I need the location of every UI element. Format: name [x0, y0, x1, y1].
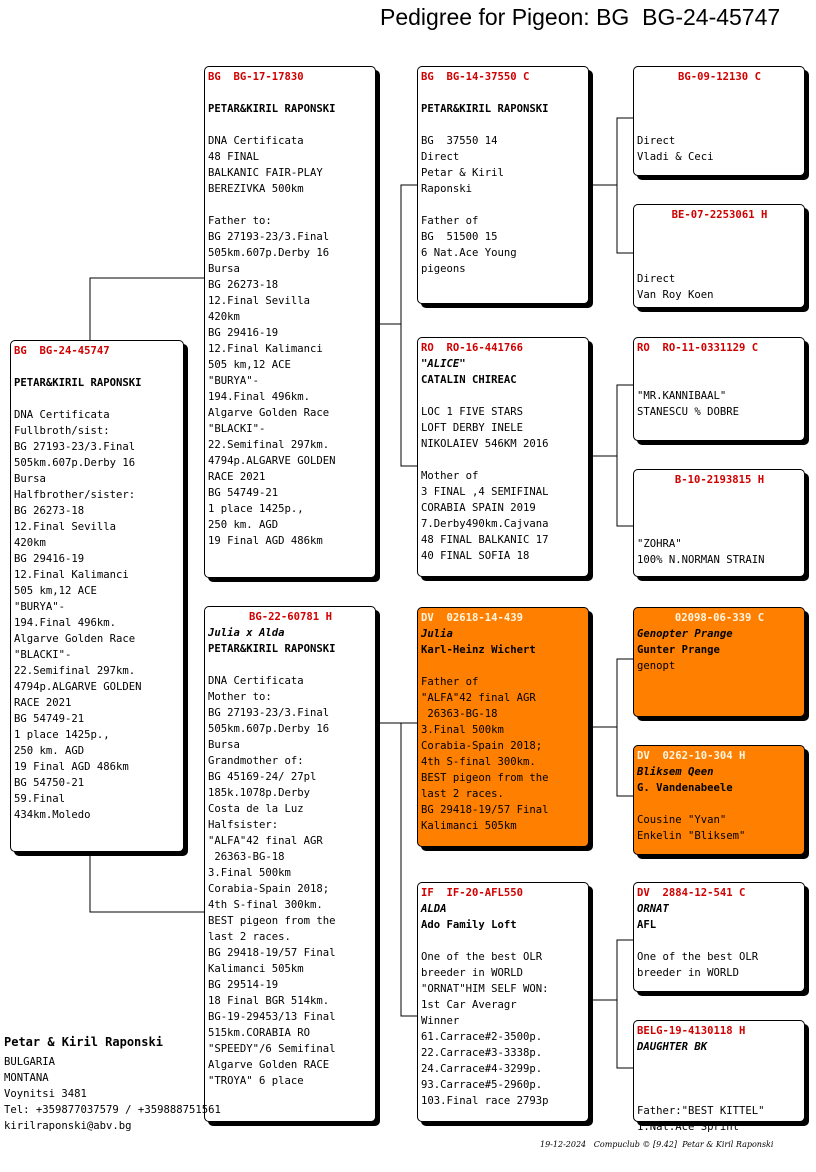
- pigeon-card-ddd[interactable]: [633, 1020, 805, 1133]
- detail-line: last 2 races.: [208, 931, 291, 943]
- detail-line: BG 29514-19: [208, 979, 279, 991]
- detail-line: BG 37550 14: [421, 135, 498, 147]
- detail-line: [421, 197, 586, 213]
- detail-line: [208, 197, 373, 213]
- owner-name: Karl-Heinz Wichert: [421, 644, 536, 656]
- pigeon-name: ALDA: [421, 903, 447, 915]
- detail-line: RACE 2021: [208, 471, 266, 483]
- page-title: Pedigree for Pigeon: BG BG-24-45747: [380, 4, 781, 30]
- detail-line: 12.Final Sevilla: [14, 521, 117, 533]
- detail-line: [637, 356, 802, 372]
- detail-line: "ZOHRA": [637, 538, 682, 550]
- detail-line: BALKANIC FAIR-PLAY: [208, 167, 323, 179]
- detail-line: 1 place 1425p.,: [208, 503, 304, 515]
- owner-name: AFL: [637, 919, 657, 931]
- detail-line: [14, 391, 181, 407]
- detail-line: 185k.1078p.Derby: [208, 787, 311, 799]
- detail-line: BG 51500 15: [421, 231, 498, 243]
- detail-line: Direct: [421, 151, 460, 163]
- print-info: 19-12-2024 Compuclub © [9.42] Petar & Kiril Raponski: [540, 1140, 774, 1149]
- detail-line: BG 54749-21: [14, 713, 85, 725]
- detail-line: 505km.607p.Derby 16: [208, 723, 330, 735]
- detail-line: 505km.607p.Derby 16: [208, 247, 330, 259]
- detail-line: [637, 933, 802, 949]
- detail-line: CORABIA SPAIN 2019: [421, 502, 536, 514]
- detail-line: 26363-BG-18: [421, 708, 498, 720]
- detail-line: "SPEEDY"/6 Semifinal: [208, 1043, 336, 1055]
- detail-line: BG 29416-19: [14, 553, 85, 565]
- detail-line: genopt: [637, 660, 676, 672]
- detail-line: 100% N.NORMAN STRAIN: [637, 554, 765, 566]
- pigeon-card-dsd[interactable]: [633, 745, 805, 855]
- detail-line: Algarve Golden Race: [208, 407, 330, 419]
- detail-line: Kalimanci 505km: [421, 820, 517, 832]
- detail-line: STANESCU % DOBRE: [637, 406, 740, 418]
- detail-line: BEST pigeon from the: [421, 772, 549, 784]
- detail-line: [421, 452, 586, 468]
- detail-line: Algarve Golden Race: [14, 633, 136, 645]
- pigeon-card-dss[interactable]: [633, 607, 805, 717]
- detail-line: 1.Nat.Ace Sprint: [637, 1121, 740, 1133]
- detail-line: Bursa: [14, 473, 46, 485]
- detail-line: 22.Semifinal 297km.: [208, 439, 330, 451]
- detail-line: last 2 races.: [421, 788, 504, 800]
- detail-line: 505km.607p.Derby 16: [14, 457, 136, 469]
- detail-line: BG 27193-23/3.Final: [208, 231, 330, 243]
- pigeon-name: DAUGHTER BK: [637, 1041, 708, 1053]
- detail-line: 12.Final Sevilla: [208, 295, 311, 307]
- detail-line: "BURYA"-: [14, 601, 66, 613]
- detail-line: 194.Final 496km.: [14, 617, 117, 629]
- detail-line: Bursa: [208, 263, 240, 275]
- detail-line: 48 FINAL: [208, 151, 260, 163]
- detail-line: BG 27193-23/3.Final: [14, 441, 136, 453]
- detail-line: [637, 255, 802, 271]
- detail-line: 40 FINAL SOFIA 18: [421, 550, 530, 562]
- detail-line: 22.Semifinal 297km.: [14, 665, 136, 677]
- detail-line: Cousine "Yvan": [637, 814, 727, 826]
- ring-number: DV 0262-10-304 H: [637, 750, 746, 762]
- detail-line: [637, 504, 802, 520]
- detail-line: Corabia-Spain 2018;: [208, 883, 330, 895]
- detail-line: 18 Final BGR 514km.: [208, 995, 330, 1007]
- detail-line: Halfbrother/sister:: [14, 489, 136, 501]
- detail-line: Direct: [637, 273, 676, 285]
- detail-line: Bursa: [208, 739, 240, 751]
- detail-line: 103.Final race 2793p: [421, 1095, 549, 1107]
- ring-number: 02098-06-339 C: [674, 612, 765, 624]
- pigeon-card-dam-sire[interactable]: [417, 607, 589, 847]
- detail-line: 434km.Moledo: [14, 809, 91, 821]
- pigeon-card-ssd[interactable]: [633, 204, 805, 308]
- detail-line: 3.Final 500km: [421, 724, 504, 736]
- detail-line: Costa de la Luz: [208, 803, 304, 815]
- detail-line: Halfsister:: [208, 819, 279, 831]
- detail-line: BG 29416-19: [208, 327, 279, 339]
- detail-line: RACE 2021: [14, 697, 72, 709]
- detail-line: "BURYA"-: [208, 375, 260, 387]
- ring-number: DV 2884-12-541 C: [637, 887, 746, 899]
- detail-line: NIKOLAIEV 546KM 2016: [421, 438, 549, 450]
- detail-line: [421, 388, 586, 404]
- detail-line: DNA Certificata: [208, 675, 304, 687]
- detail-line: "ALFA"42 final AGR: [208, 835, 323, 847]
- detail-line: "BLACKI"-: [14, 649, 72, 661]
- pigeon-card-sire[interactable]: [204, 66, 376, 578]
- detail-line: Father of: [421, 676, 479, 688]
- owner-name: PETAR&KIRIL RAPONSKI: [14, 377, 142, 389]
- detail-line: Grandmother of:: [208, 755, 304, 767]
- detail-line: [637, 117, 802, 133]
- detail-line: 61.Carrace#2-3500p.: [421, 1031, 543, 1043]
- detail-line: BEREZIVKA 500km: [208, 183, 304, 195]
- ring-number: BG BG-24-45747: [14, 345, 110, 357]
- pigeon-name: Julia x Alda: [208, 627, 285, 639]
- detail-line: 19 Final AGD 486km: [14, 761, 129, 773]
- pigeon-card-sire-dam[interactable]: [417, 337, 589, 577]
- detail-line: 48 FINAL BALKANIC 17: [421, 534, 549, 546]
- breeder-name: Petar & Kiril Raponski: [4, 1035, 163, 1049]
- detail-line: Algarve Golden RACE: [208, 1059, 330, 1071]
- detail-line: BG-19-29453/13 Final: [208, 1011, 336, 1023]
- detail-line: [637, 1055, 802, 1071]
- detail-line: 194.Final 496km.: [208, 391, 311, 403]
- detail-line: 19 Final AGD 486km: [208, 535, 323, 547]
- pigeon-card-sdd[interactable]: [633, 469, 805, 577]
- detail-line: 4794p.ALGARVE GOLDEN: [208, 455, 336, 467]
- detail-line: 515km.CORABIA RO: [208, 1027, 311, 1039]
- ring-number: BE-07-2253061 H: [671, 209, 768, 221]
- detail-line: 505 km,12 ACE: [14, 585, 97, 597]
- owner-name: G. Vandenabeele: [637, 782, 733, 794]
- detail-line: "BLACKI"-: [208, 423, 266, 435]
- detail-line: DNA Certificata: [208, 135, 304, 147]
- detail-line: Petar & Kiril: [421, 167, 504, 179]
- detail-line: 420km: [208, 311, 240, 323]
- detail-line: [637, 372, 802, 388]
- detail-line: 7.Derby490km.Cajvana: [421, 518, 549, 530]
- pigeon-card-sire-sire[interactable]: [417, 66, 589, 304]
- detail-line: "ORNAT"HIM SELF WON:: [421, 983, 549, 995]
- detail-line: 250 km. AGD: [14, 745, 85, 757]
- detail-line: [208, 657, 373, 673]
- detail-line: 4794p.ALGARVE GOLDEN: [14, 681, 142, 693]
- breeder-contact: [4, 1034, 221, 1134]
- detail-line: 26363-BG-18: [208, 851, 285, 863]
- detail-line: 1st Car Averagr: [421, 999, 517, 1011]
- breeder-address: Voynitsi 3481: [4, 1088, 87, 1100]
- detail-line: BG 54750-21: [14, 777, 85, 789]
- detail-line: "ALFA"42 final AGR: [421, 692, 536, 704]
- detail-line: 22.Carrace#3-3338p.: [421, 1047, 543, 1059]
- detail-line: "MR.KANNIBAAL": [637, 390, 727, 402]
- breeder-phone: Tel: +359877037579 / +359888751561: [4, 1104, 221, 1116]
- detail-line: BG 45169-24/ 27pl: [208, 771, 317, 783]
- detail-line: 420km: [14, 537, 46, 549]
- detail-line: 6 Nat.Ace Young: [421, 247, 517, 259]
- detail-line: 3.Final 500km: [208, 867, 291, 879]
- detail-line: 93.Carrace#5-2960p.: [421, 1079, 543, 1091]
- pigeon-name: Julia: [421, 628, 453, 640]
- detail-line: [637, 239, 802, 255]
- ring-number: BG BG-17-17830: [208, 71, 304, 83]
- detail-line: [637, 488, 802, 504]
- detail-line: [637, 520, 802, 536]
- detail-line: [421, 658, 586, 674]
- detail-line: One of the best OLR: [637, 951, 759, 963]
- detail-line: BG 29418-19/57 Final: [208, 947, 336, 959]
- detail-line: [208, 117, 373, 133]
- pigeon-card-dds[interactable]: [633, 882, 805, 992]
- pigeon-card-sss[interactable]: [633, 66, 805, 176]
- detail-line: breeder in WORLD: [421, 967, 524, 979]
- detail-line: Raponski: [421, 183, 473, 195]
- owner-name: PETAR&KIRIL RAPONSKI: [208, 643, 336, 655]
- detail-line: Mother of: [421, 470, 479, 482]
- detail-line: 250 km. AGD: [208, 519, 279, 531]
- detail-line: BG 54749-21: [208, 487, 279, 499]
- owner-name: PETAR&KIRIL RAPONSKI: [421, 103, 549, 115]
- owner-name: CATALIN CHIREAC: [421, 374, 517, 386]
- detail-line: LOC 1 FIVE STARS: [421, 406, 524, 418]
- detail-line: [637, 85, 802, 101]
- detail-line: One of the best OLR: [421, 951, 543, 963]
- detail-line: [421, 933, 586, 949]
- ring-number: B-10-2193815 H: [674, 474, 765, 486]
- detail-line: Van Roy Koen: [637, 289, 714, 301]
- detail-line: [637, 101, 802, 117]
- ring-number: BG BG-14-37550 C: [421, 71, 530, 83]
- detail-line: pigeons: [421, 263, 466, 275]
- detail-line: 4th S-final 300km.: [208, 899, 323, 911]
- pigeon-name: ORNAT: [637, 903, 669, 915]
- owner-name: Ado Family Loft: [421, 919, 517, 931]
- detail-line: BG 26273-18: [208, 279, 279, 291]
- detail-line: Kalimanci 505km: [208, 963, 304, 975]
- detail-line: [637, 1087, 802, 1103]
- detail-line: [421, 117, 586, 133]
- detail-line: [637, 1071, 802, 1087]
- detail-line: 4th S-final 300km.: [421, 756, 536, 768]
- detail-line: BG 29418-19/57 Final: [421, 804, 549, 816]
- ring-number: BG-22-60781 H: [249, 611, 332, 623]
- detail-line: breeder in WORLD: [637, 967, 740, 979]
- detail-line: "TROYA" 6 place: [208, 1075, 304, 1087]
- detail-line: Vladi & Ceci: [637, 151, 714, 163]
- detail-line: 12.Final Kalimanci: [14, 569, 129, 581]
- ring-number: DV 02618-14-439: [421, 612, 524, 624]
- breeder-email: kirilraponski@abv.bg: [4, 1120, 132, 1132]
- pigeon-card-dam[interactable]: [204, 606, 376, 1122]
- ring-number: RO RO-16-441766: [421, 342, 524, 354]
- detail-line: Fullbroth/sist:: [14, 425, 110, 437]
- detail-line: BEST pigeon from the: [208, 915, 336, 927]
- detail-line: Enkelin "Bliksem": [637, 830, 746, 842]
- pigeon-card-dam-dam[interactable]: [417, 882, 589, 1122]
- detail-line: 3 FINAL ,4 SEMIFINAL: [421, 486, 549, 498]
- breeder-region: MONTANA: [4, 1072, 49, 1084]
- detail-line: [637, 223, 802, 239]
- detail-line: Mother to:: [208, 691, 272, 703]
- detail-line: Winner: [421, 1015, 460, 1027]
- detail-line: Father of: [421, 215, 479, 227]
- pigeon-name: Bliksem Qeen: [637, 766, 714, 778]
- detail-line: Father to:: [208, 215, 272, 227]
- owner-name: PETAR&KIRIL RAPONSKI: [208, 103, 336, 115]
- ring-number: RO RO-11-0331129 C: [637, 342, 759, 354]
- breeder-country: BULGARIA: [4, 1056, 56, 1068]
- detail-line: 24.Carrace#4-3299p.: [421, 1063, 543, 1075]
- detail-line: 505 km,12 ACE: [208, 359, 291, 371]
- detail-line: 12.Final Kalimanci: [208, 343, 323, 355]
- detail-line: DNA Certificata: [14, 409, 110, 421]
- detail-line: BG 27193-23/3.Final: [208, 707, 330, 719]
- detail-line: LOFT DERBY INELE: [421, 422, 524, 434]
- owner-name: Gunter Prange: [637, 644, 720, 656]
- detail-line: 59.Final: [14, 793, 66, 805]
- detail-line: 1 place 1425p.,: [14, 729, 110, 741]
- ring-number: IF IF-20-AFL550: [421, 887, 524, 899]
- pigeon-name: Genopter Prange: [637, 628, 733, 640]
- ring-number: BG-09-12130 C: [678, 71, 761, 83]
- pigeon-card-sds[interactable]: [633, 337, 805, 441]
- detail-line: BG 26273-18: [14, 505, 85, 517]
- detail-line: Corabia-Spain 2018;: [421, 740, 543, 752]
- ring-number: BELG-19-4130118 H: [637, 1025, 746, 1037]
- detail-line: Direct: [637, 135, 676, 147]
- detail-line: [637, 796, 802, 812]
- detail-line: Father:"BEST KITTEL": [637, 1105, 765, 1117]
- pigeon-card-subject[interactable]: [10, 340, 184, 852]
- pigeon-name: "ALICE": [421, 358, 466, 370]
